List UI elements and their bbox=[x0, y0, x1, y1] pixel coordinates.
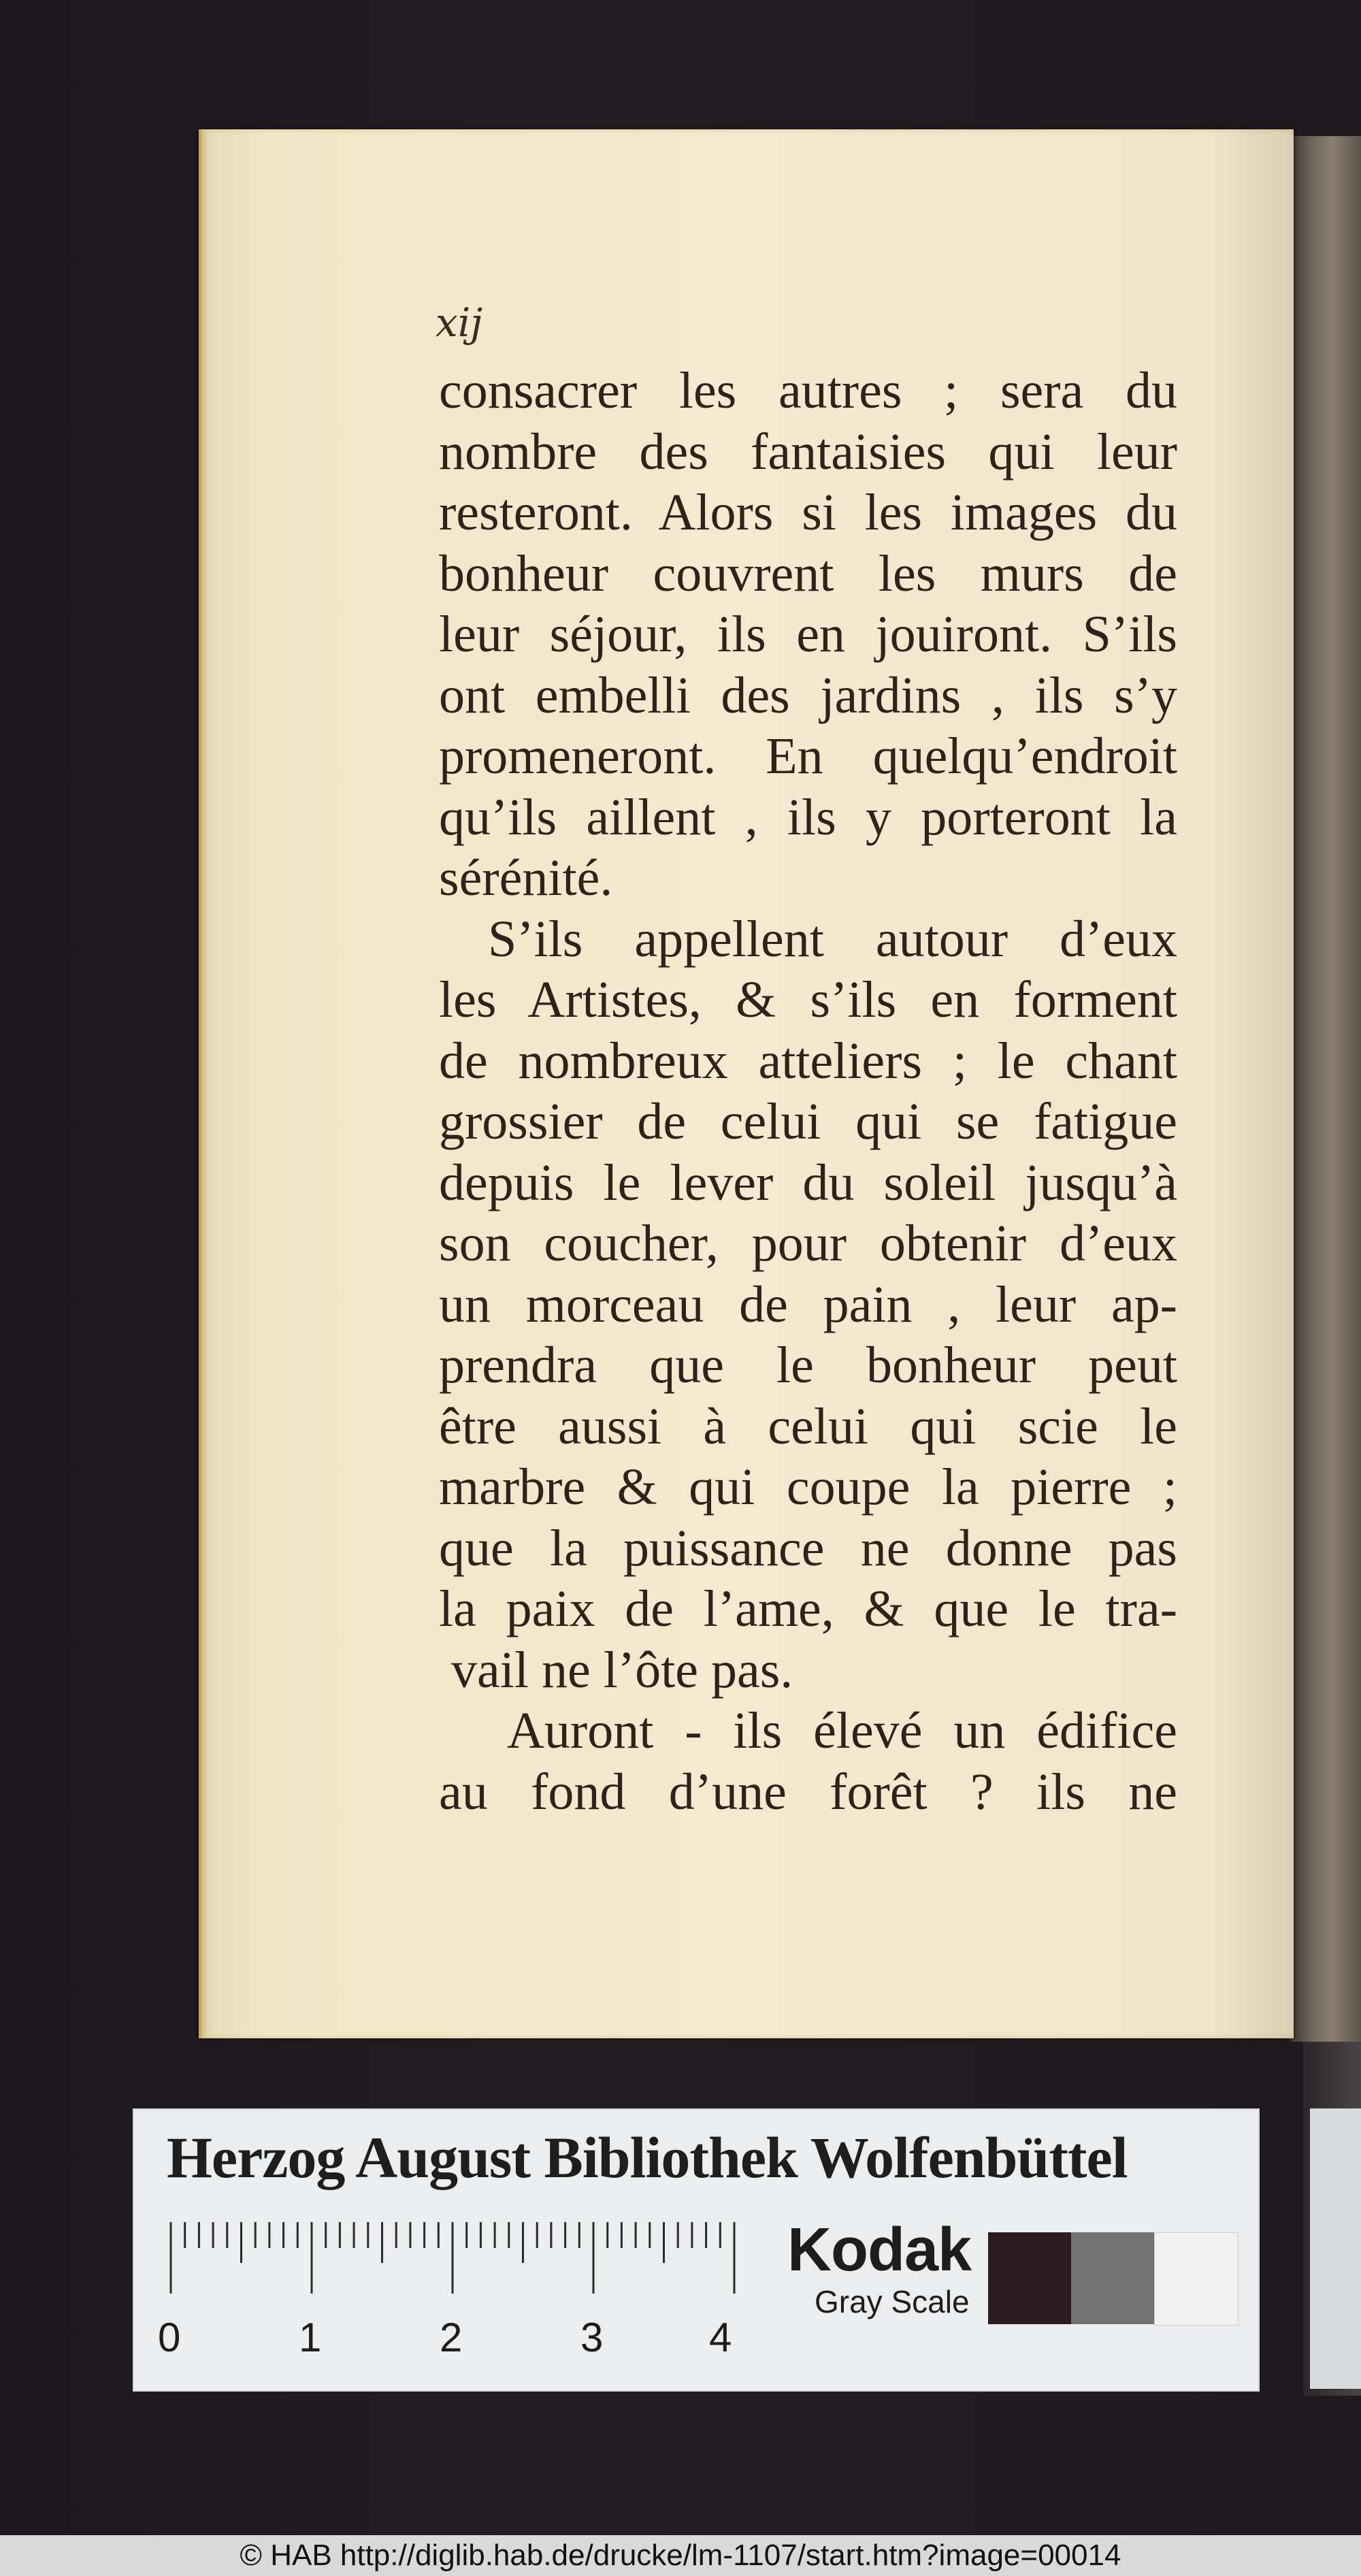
text-line: nombre des fantaisies qui leur bbox=[439, 423, 1177, 480]
white-swatch bbox=[1154, 2232, 1239, 2326]
text-line: consacrer les autres ; sera du bbox=[439, 362, 1177, 419]
text-line: que la puissance ne donne pas bbox=[439, 1519, 1177, 1577]
gray-scale-label: Gray Scale bbox=[815, 2284, 970, 2319]
text-line: les Artistes, & s’ils en forment bbox=[439, 971, 1177, 1028]
footer-credit: © HAB http://diglib.hab.de/drucke/lm-1107/start.htm?image=00014 bbox=[0, 2535, 1361, 2576]
ruler-label-3: 3 bbox=[580, 2315, 604, 2360]
text-line: leur séjour, ils en jouiront. S’ils bbox=[439, 606, 1177, 663]
adjacent-page-edge bbox=[1290, 136, 1361, 2042]
text-line: son coucher, pour obtenir d’eux bbox=[439, 1215, 1177, 1272]
text-line: ont embelli des jardins , ils s’y bbox=[439, 666, 1177, 724]
text-line: être aussi à celui qui scie le bbox=[439, 1397, 1177, 1455]
text-line: sérénité. bbox=[439, 849, 613, 907]
library-title: Herzog August Bibliothek Wolfenbüttel bbox=[167, 2125, 1128, 2190]
ruler bbox=[168, 2222, 740, 2297]
page-text bbox=[439, 361, 1177, 1823]
text-line: promeneront. En quelqu’endroit bbox=[439, 728, 1177, 785]
text-line: marbre & qui coupe la pierre ; bbox=[439, 1458, 1177, 1516]
text-line: prendra que le bonheur peut bbox=[439, 1337, 1177, 1394]
text-line: bonheur couvrent les murs de bbox=[439, 544, 1177, 602]
gray-swatch bbox=[1071, 2232, 1154, 2324]
color-target-card bbox=[133, 2108, 1260, 2392]
text-line: qu’ils aillent , ils y porteront la bbox=[439, 788, 1177, 846]
text-line: vail ne l’ôte pas. bbox=[451, 1641, 793, 1699]
text-line: S’ils appellent autour d’eux bbox=[488, 910, 1177, 968]
text-line: Auront - ils élevé un édifice bbox=[507, 1702, 1177, 1759]
text-line: au fond d’une forêt ? ils ne bbox=[439, 1763, 1177, 1821]
text-line: la paix de l’ame, & que le tra- bbox=[439, 1580, 1177, 1637]
page-number: xij bbox=[436, 299, 483, 346]
text-line: resteront. Alors si les images du bbox=[439, 484, 1177, 541]
black-swatch bbox=[988, 2232, 1071, 2324]
ruler-label-2: 2 bbox=[440, 2315, 463, 2360]
ruler-label-1: 1 bbox=[299, 2315, 322, 2360]
ruler-label-4: 4 bbox=[709, 2315, 732, 2360]
text-line: de nombreux atteliers ; le chant bbox=[439, 1032, 1177, 1090]
text-line: un morceau de pain , leur ap- bbox=[439, 1275, 1177, 1333]
ruler-label-0: 0 bbox=[158, 2315, 181, 2360]
kodak-logo-text: Kodak bbox=[787, 2216, 972, 2284]
adjacent-target-card bbox=[1310, 2108, 1361, 2389]
text-line: grossier de celui qui se fatigue bbox=[439, 1093, 1177, 1150]
text-line: depuis le lever du soleil jusqu’à bbox=[439, 1154, 1177, 1211]
